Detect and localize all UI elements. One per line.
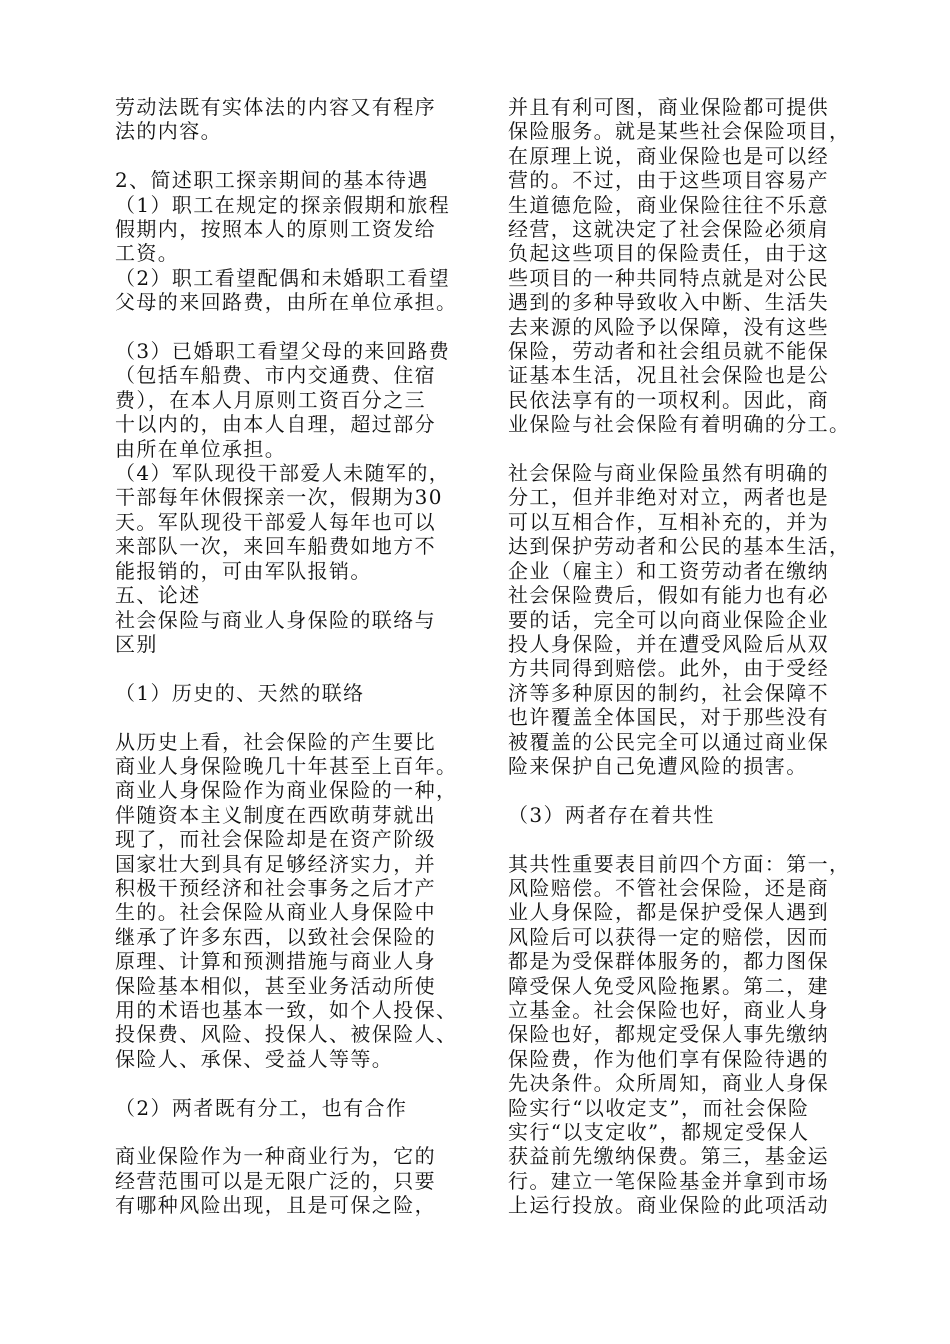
text-line: 业保险与社会保险有着明确的分工。: [508, 412, 851, 437]
text-line: 企业（雇主）和工资劳动者在缴纳: [508, 558, 829, 583]
text-line: 社会保险费后，假如有能力也有必: [508, 583, 829, 608]
text-line: 保险人、承保、受益人等等。: [115, 1046, 394, 1071]
text-line: 行。建立一笔保险基金并拿到市场: [508, 1168, 829, 1193]
text-line: [508, 778, 870, 802]
text-line: 险来保护自己免遭风险的损害。: [508, 753, 808, 778]
text-line: 商业人身保险作为商业保险的一种，: [115, 778, 458, 803]
text-line: 投人身保险，并在遭受风险后从双: [508, 631, 829, 656]
text-line: 现了，而社会保险却是在资产阶级: [115, 827, 436, 852]
text-line: 五、论述: [115, 583, 201, 608]
text-line: （1）历史的、天然的联络: [115, 680, 365, 705]
text-line: 2、简述职工探亲期间的基本待遇: [115, 168, 429, 193]
text-line: 在原理上说，商业保险也是可以经: [508, 143, 829, 168]
text-line: 也许覆盖全体国民，对于那些没有: [508, 705, 829, 730]
text-line: 营的。不过，由于这些项目容易产: [508, 168, 829, 193]
text-line: [115, 144, 477, 168]
text-line: 保险，劳动者和社会组员就不能保: [508, 339, 829, 364]
text-line: 法的内容。: [115, 119, 222, 144]
text-line: 由所在单位承担。: [115, 436, 287, 461]
text-line: 积极干预经济和社会事务之后才产: [115, 875, 436, 900]
text-line: 上运行投放。商业保险的此项活动: [508, 1193, 829, 1218]
text-line: （3）已婚职工看望父母的来回路费: [115, 339, 451, 364]
text-line: 工资。: [115, 241, 180, 266]
text-line: 要的话，完全可以向商业保险企业: [508, 607, 829, 632]
text-line: 立基金。社会保险也好，商业人身: [508, 997, 829, 1022]
left-text-column: [115, 95, 477, 1218]
text-line: （3）两者存在着共性: [508, 802, 715, 827]
text-line: 保险服务。就是某些社会保险项目，: [508, 119, 851, 144]
text-line: 去来源的风险予以保障，没有这些: [508, 314, 829, 339]
text-line: 有哪种风险出现，且是可保之险，: [115, 1193, 436, 1218]
text-line: 其共性重要表目前四个方面：第一，: [508, 851, 851, 876]
text-line: （2）职工看望配偶和未婚职工看望: [115, 265, 451, 290]
text-line: 假期内，按照本人的原则工资发给: [115, 217, 436, 242]
text-line: 保险基本相似，甚至业务活动所使: [115, 973, 436, 998]
text-line: 伴随资本主义制度在西欧萌芽就出: [115, 802, 436, 827]
text-line: 负起这些项目的保险责任，由于这: [508, 241, 829, 266]
text-line: 经营，这就决定了社会保险必须肩: [508, 217, 829, 242]
text-line: 保险也好，都规定受保人事先缴纳: [508, 1022, 829, 1047]
text-line: 费），在本人月原则工资百分之三: [115, 387, 426, 412]
text-line: 用的术语也基本一致，如个人投保、: [115, 997, 458, 1022]
text-line: 可以互相合作，互相补充的，并为: [508, 509, 829, 534]
text-line: 生道德危险，商业保险往往不乐意: [508, 192, 829, 217]
text-line: 民依法享有的一项权利。因此，商: [508, 387, 829, 412]
text-line: 方共同得到赔偿。此外，由于受经: [508, 656, 829, 681]
text-line: 证基本生活，况且社会保险也是公: [508, 363, 829, 388]
text-line: 保险费，作为他们享有保险待遇的: [508, 1046, 829, 1071]
right-text-column: [508, 95, 870, 1218]
text-line: [115, 1071, 477, 1095]
text-line: （2）两者既有分工，也有合作: [115, 1095, 408, 1120]
text-line: 从历史上看，社会保险的产生要比: [115, 729, 436, 754]
text-line: 国家壮大到具有足够经济实力，并: [115, 851, 436, 876]
text-line: （1）职工在规定的探亲假期和旅程: [115, 192, 451, 217]
text-line: （4）军队现役干部爱人未随军的，: [115, 461, 451, 486]
text-line: 干部每年休假探亲一次，假期为30: [115, 485, 443, 510]
text-line: 风险赔偿。不管社会保险，还是商: [508, 875, 829, 900]
text-line: 业人身保险，都是保护受保人遇到: [508, 900, 829, 925]
text-line: [115, 705, 477, 729]
text-line: 社会保险与商业人身保险的联络与: [115, 607, 436, 632]
text-line: 生的。社会保险从商业人身保险中: [115, 900, 436, 925]
text-line: 险实行“以收定支”，而社会保险: [508, 1095, 810, 1120]
text-line: （包括车船费、市内交通费、住宿: [115, 363, 436, 388]
text-line: 分工，但并非绝对对立，两者也是: [508, 485, 829, 510]
text-line: 都是为受保群体服务的，都力图保: [508, 949, 829, 974]
text-line: [115, 656, 477, 680]
text-line: 原理、计算和预测措施与商业人身: [115, 949, 436, 974]
text-line: [115, 315, 477, 339]
text-line: [508, 437, 870, 461]
text-line: 父母的来回路费，由所在单位承担。: [115, 290, 458, 315]
text-line: 风险后可以获得一定的赔偿，因而: [508, 924, 829, 949]
text-line: 先决条件。众所周知，商业人身保: [508, 1071, 829, 1096]
text-line: 些项目的一种共同特点就是对公民: [508, 265, 829, 290]
text-line: 十以内的，由本人自理，超过部分: [115, 412, 436, 437]
text-line: 并且有利可图，商业保险都可提供: [508, 95, 829, 119]
text-line: 济等多种原因的制约，社会保障不: [508, 680, 829, 705]
text-line: 被覆盖的公民完全可以通过商业保: [508, 729, 829, 754]
text-line: 遇到的多种导致收入中断、生活失: [508, 290, 829, 315]
text-line: 实行“以支定收”，都规定受保人: [508, 1120, 810, 1145]
text-line: 能报销的，可由军队报销。: [115, 558, 372, 583]
text-line: 天。军队现役干部爱人每年也可以: [115, 509, 436, 534]
text-line: [115, 1120, 477, 1144]
text-line: 来部队一次，来回车船费如地方不: [115, 534, 436, 559]
text-line: 社会保险与商业保险虽然有明确的: [508, 461, 829, 486]
text-line: 继承了许多东西，以致社会保险的: [115, 924, 436, 949]
text-line: 达到保护劳动者和公民的基本生活，: [508, 534, 851, 559]
text-line: 投保费、风险、投保人、被保险人、: [115, 1022, 458, 1047]
text-line: [508, 827, 870, 851]
text-line: 障受保人免受风险拖累。第二，建: [508, 973, 829, 998]
text-line: 获益前先缴纳保费。第三，基金运: [508, 1144, 829, 1169]
text-line: 区别: [115, 631, 158, 656]
text-line: 劳动法既有实体法的内容又有程序: [115, 95, 436, 119]
text-line: 商业保险作为一种商业行为，它的: [115, 1144, 436, 1169]
text-line: 经营范围可以是无限广泛的，只要: [115, 1168, 436, 1193]
text-line: 商业人身保险晚几十年甚至上百年。: [115, 753, 458, 778]
